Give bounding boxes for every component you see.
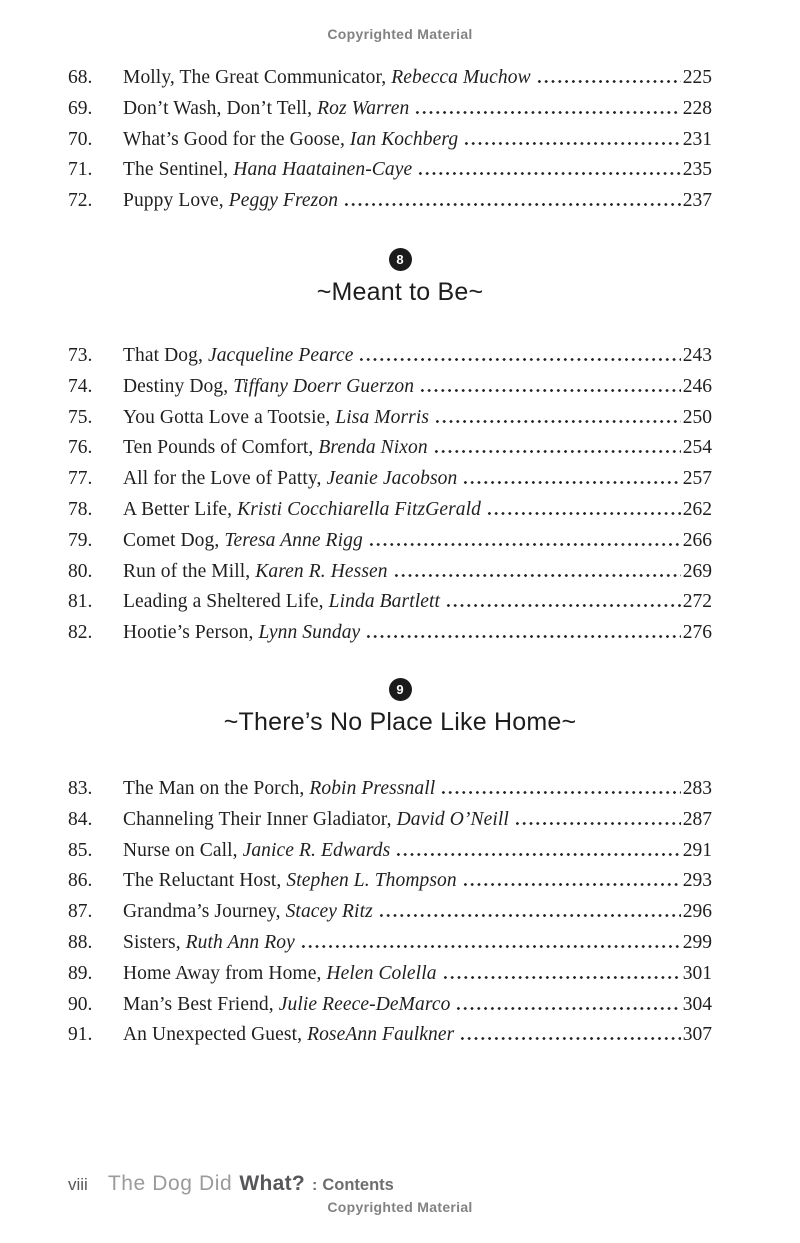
entry-author: Hana Haatainen-Caye [233,159,413,181]
entry-title: Ten Pounds of Comfort, [123,437,314,459]
toc-entry [68,526,712,557]
chapter-title: ~Meant to Be~ [316,278,484,306]
entry-title: Grandma’s Journey, [123,901,281,923]
toc-entry [68,805,712,836]
entry-page-number: 231 [682,128,712,150]
entry-number: 85. [68,839,93,861]
dot-leader [463,142,681,145]
dot-leader [486,512,681,515]
entry-author: Peggy Frezon [228,190,339,212]
toc-entry [68,63,712,94]
entry-page-number: 228 [682,97,712,119]
dot-leader [417,172,680,175]
toc-entry [68,928,712,959]
entry-number: 71. [68,159,93,181]
toc-group-chapter7-continued [68,63,712,217]
entry-title: An Unexpected Guest, [123,1024,303,1046]
entry-author: Rebecca Muchow [391,67,531,88]
entry-author: Brenda Nixon [318,437,428,459]
entry-page-number: 283 [682,778,712,799]
entry-number: 73. [68,345,93,366]
entry-page-number: 262 [682,498,712,520]
footer-book-title-emphasis: What? [239,1172,305,1195]
dot-leader [462,481,680,484]
dot-leader [434,420,681,423]
dot-leader [368,543,681,546]
entry-author: Jeanie Jacobson [326,468,458,490]
entry-author: Tiffany Doerr Guerzon [233,375,415,397]
footer-section-label: Contents [322,1176,394,1194]
entry-title: Destiny Dog, [123,375,229,397]
entry-number: 82. [68,622,93,644]
dot-leader [343,203,681,206]
entry-author: Janice R. Edwards [242,839,391,861]
entry-title: Nurse on Call, [123,839,238,861]
footer-book-title: The Dog Did [107,1172,233,1195]
entry-author: Lisa Morris [335,406,430,428]
entry-title: Molly, The Great Communicator, [123,67,387,88]
entry-page-number: 307 [682,1024,712,1046]
entry-author: Helen Colella [326,962,437,984]
entry-title: Comet Dog, [123,529,220,551]
folio-page-number: viii [68,1175,88,1194]
entry-title: The Sentinel, [123,159,229,181]
dot-leader [514,822,681,825]
chapter-number-badge: 9 [389,678,412,701]
toc-entry [68,155,712,186]
entry-page-number: 293 [682,870,712,892]
entry-title: All for the Love of Patty, [123,468,322,490]
entry-title: That Dog, [123,345,203,366]
toc-entry [68,403,712,434]
entry-page-number: 287 [682,808,712,830]
entry-author: RoseAnn Faulkner [307,1024,455,1046]
dot-leader [442,976,681,979]
entry-page-number: 291 [682,839,712,861]
entry-page-number: 246 [682,375,712,397]
copyright-banner-top: Copyrighted Material [327,26,473,42]
entry-title: Leading a Sheltered Life, [123,591,324,613]
entry-number: 70. [68,128,93,150]
entry-number: 72. [68,190,93,212]
entry-number: 88. [68,931,93,953]
entry-title: Don’t Wash, Don’t Tell, [123,97,313,119]
entry-number: 74. [68,375,93,397]
dot-leader [300,945,681,948]
chapter-8-header [0,248,800,307]
toc-entry [68,774,712,805]
entry-page-number: 269 [682,560,712,582]
entry-number: 90. [68,993,93,1015]
entry-author: Karen R. Hessen [255,560,388,582]
dot-leader [365,635,680,638]
entry-page-number: 296 [682,901,712,923]
chapter-9-header [0,678,800,737]
entry-page-number: 276 [682,622,712,644]
entry-title: A Better Life, [123,498,233,520]
toc-entry [68,94,712,125]
dot-leader [358,358,680,361]
entry-author: Teresa Anne Rigg [224,529,363,551]
toc-entry [68,959,712,990]
toc-entry [68,866,712,897]
dot-leader [378,914,681,917]
entry-author: Linda Bartlett [328,591,441,613]
running-footer [68,1172,748,1196]
entry-author: Robin Pressnall [309,778,436,799]
entry-number: 89. [68,962,93,984]
entry-title: What’s Good for the Goose, [123,128,345,150]
entry-page-number: 272 [682,591,712,613]
entry-number: 77. [68,468,93,490]
entry-page-number: 299 [682,931,712,953]
entry-author: Ian Kochberg [349,128,459,150]
entry-page-number: 237 [682,190,712,212]
entry-title: Sisters, [123,931,181,953]
entry-author: Julie Reece-DeMarco [278,993,451,1015]
entry-title: The Man on the Porch, [123,778,305,799]
entry-author: Kristi Cocchiarella FitzGerald [237,498,481,520]
toc-group-chapter8 [68,341,712,649]
entry-author: Jacqueline Pearce [207,345,354,366]
entry-author: Lynn Sunday [258,622,361,644]
entry-page-number: 254 [682,437,712,459]
entry-page-number: 266 [682,529,712,551]
entry-number: 83. [68,778,93,799]
toc-entry [68,433,712,464]
dot-leader [395,853,680,856]
toc-entry [68,495,712,526]
entry-author: Stephen L. Thompson [286,870,457,892]
entry-page-number: 243 [682,345,712,366]
entry-number: 86. [68,870,93,892]
entry-author: Ruth Ann Roy [185,931,295,953]
dot-leader [393,574,681,577]
entry-number: 69. [68,97,93,119]
dot-leader [536,80,681,83]
toc-entry [68,990,712,1021]
entry-number: 91. [68,1024,93,1046]
toc-entry [68,897,712,928]
toc-entry [68,1020,712,1051]
toc-entry [68,836,712,867]
entry-page-number: 250 [682,406,712,428]
entry-title: You Gotta Love a Tootsie, [123,406,331,428]
entry-title: Hootie’s Person, [123,622,254,644]
entry-page-number: 304 [682,993,712,1015]
entry-number: 84. [68,808,93,830]
toc-entry [68,557,712,588]
entry-title: Man’s Best Friend, [123,993,274,1015]
entry-title: Run of the Mill, [123,560,251,582]
entry-number: 79. [68,529,93,551]
entry-number: 75. [68,406,93,428]
dot-leader [455,1007,680,1010]
dot-leader [440,791,681,794]
toc-entry [68,186,712,217]
entry-number: 76. [68,437,93,459]
entry-number: 81. [68,591,93,613]
chapter-number-badge: 8 [389,248,412,271]
entry-title: Home Away from Home, [123,962,322,984]
toc-group-chapter9 [68,774,712,1051]
entry-number: 78. [68,498,93,520]
entry-page-number: 301 [682,962,712,984]
toc-entry [68,618,712,649]
toc-entry [68,587,712,618]
toc-entry [68,341,712,372]
entry-number: 68. [68,67,93,88]
entry-number: 87. [68,901,93,923]
toc-entry [68,372,712,403]
toc-entry [68,464,712,495]
entry-page-number: 225 [682,67,712,88]
entry-number: 80. [68,560,93,582]
dot-leader [445,604,681,607]
dot-leader [462,883,681,886]
entry-author: Stacey Ritz [285,901,373,923]
entry-page-number: 257 [682,468,712,490]
dot-leader [459,1037,680,1040]
entry-title: Channeling Their Inner Gladiator, [123,808,392,830]
entry-title: Puppy Love, [123,190,224,212]
dot-leader [419,389,681,392]
footer-separator: : [312,1177,318,1194]
entry-title: The Reluctant Host, [123,870,282,892]
entry-author: Roz Warren [317,97,410,119]
chapter-title: ~There’s No Place Like Home~ [223,708,577,736]
copyright-banner-bottom: Copyrighted Material [327,1199,473,1215]
entry-page-number: 235 [682,159,712,181]
toc-entry [68,125,712,156]
entry-author: David O’Neill [396,808,509,830]
dot-leader [433,450,681,453]
dot-leader [414,111,680,114]
